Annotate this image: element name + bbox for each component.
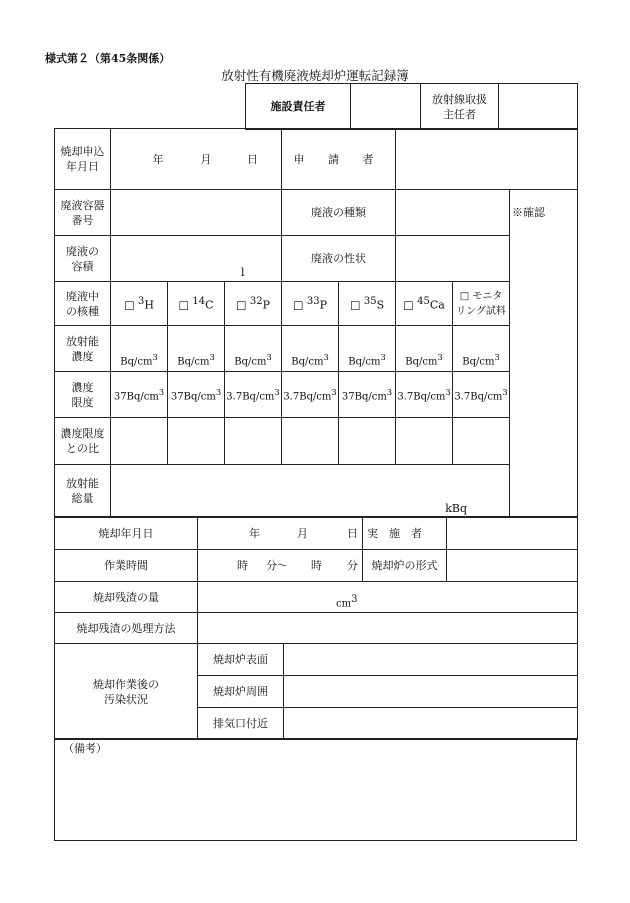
- application-date-field[interactable]: 年 月 日: [111, 129, 282, 190]
- work-time-label: 作業時間: [55, 550, 198, 582]
- furnace-surface-field[interactable]: [284, 644, 578, 676]
- activity-concentration-field[interactable]: $Bq/cm^3$: [396, 326, 453, 372]
- facility-manager-label: 施設責任者: [246, 84, 351, 130]
- residue-method-field[interactable]: [198, 613, 578, 644]
- incineration-date-label: 焼却年月日: [55, 518, 198, 550]
- header-approval-table: [245, 83, 578, 130]
- waste-type-label: 廃液の種類: [282, 190, 396, 236]
- confirm-label: ※確認: [510, 190, 578, 517]
- furnace-surface-label: 焼却炉表面: [198, 644, 284, 676]
- concentration-limit-value: $3.7Bq/cm^3$: [225, 372, 282, 418]
- limit-ratio-field[interactable]: [396, 418, 453, 465]
- limit-ratio-field[interactable]: [282, 418, 339, 465]
- rad-supervisor-cell[interactable]: [499, 84, 578, 130]
- concentration-limit-value: $3.7Bq/cm^3$: [453, 372, 510, 418]
- activity-concentration-field[interactable]: $Bq/cm^3$: [453, 326, 510, 372]
- container-number-label: 廃液容器 番号: [55, 190, 111, 236]
- form-label: 様式第２（第45条関係）: [45, 52, 171, 65]
- limit-ratio-label: 濃度限度 との比: [55, 418, 111, 465]
- applicant-label: 申 請 者: [282, 129, 396, 190]
- application-date-label: 焼却申込 年月日: [55, 129, 111, 190]
- application-table: [54, 128, 578, 517]
- nuclide-label: 廃液中 の核種: [55, 282, 111, 326]
- container-number-field[interactable]: [111, 190, 282, 236]
- activity-concentration-field[interactable]: $Bq/cm^3$: [339, 326, 396, 372]
- work-time-field[interactable]: 時 分～ 時 分: [198, 550, 363, 582]
- nuclide-checkbox[interactable]: □ $^{14}$C: [168, 282, 225, 326]
- nuclide-checkbox[interactable]: □ $^{45}$Ca: [396, 282, 453, 326]
- concentration-limit-value: $37Bq/cm^3$: [168, 372, 225, 418]
- furnace-surround-label: 焼却炉周囲: [198, 676, 284, 708]
- volume-label: 廃液の 容積: [55, 236, 111, 282]
- concentration-limit-value: $3.7Bq/cm^3$: [282, 372, 339, 418]
- activity-concentration-field[interactable]: $Bq/cm^3$: [168, 326, 225, 372]
- activity-concentration-field[interactable]: $Bq/cm^3$: [282, 326, 339, 372]
- remarks-field[interactable]: [55, 739, 577, 841]
- exhaust-vicinity-label: 排気口付近: [198, 708, 284, 740]
- limit-ratio-field[interactable]: [168, 418, 225, 465]
- nuclide-checkbox[interactable]: □ $^{35}$S: [339, 282, 396, 326]
- remarks-label: （備考）: [63, 742, 107, 755]
- nuclide-checkbox[interactable]: □ $^{33}$P: [282, 282, 339, 326]
- waste-type-field[interactable]: [396, 190, 510, 236]
- volume-field[interactable]: l: [111, 236, 282, 282]
- residue-amount-label: 焼却残渣の量: [55, 582, 198, 613]
- applicant-field[interactable]: [396, 129, 578, 190]
- concentration-limit-label: 濃度 限度: [55, 372, 111, 418]
- concentration-limit-value: $3.7Bq/cm^3$: [396, 372, 453, 418]
- waste-property-label: 廃液の性状: [282, 236, 396, 282]
- nuclide-checkbox[interactable]: □ $^{32}$P: [225, 282, 282, 326]
- limit-ratio-field[interactable]: [111, 418, 168, 465]
- activity-concentration-field[interactable]: $Bq/cm^3$: [111, 326, 168, 372]
- activity-concentration-label: 放射能 濃度: [55, 326, 111, 372]
- operator-field[interactable]: [447, 518, 578, 550]
- contamination-label: 焼却作業後の 汚染状況: [55, 644, 198, 740]
- incineration-date-field[interactable]: 年 月 日: [198, 518, 363, 550]
- residue-amount-field[interactable]: $cm^3$: [198, 582, 578, 613]
- concentration-limit-value: $37Bq/cm^3$: [339, 372, 396, 418]
- nuclide-checkbox[interactable]: □ $^3$H: [111, 282, 168, 326]
- furnace-surround-field[interactable]: [284, 676, 578, 708]
- waste-property-field[interactable]: [396, 236, 510, 282]
- total-activity-label: 放射能 総量: [55, 465, 111, 517]
- furnace-type-label: 焼却炉の形式: [363, 550, 447, 582]
- limit-ratio-field[interactable]: [453, 418, 510, 465]
- activity-concentration-field[interactable]: $Bq/cm^3$: [225, 326, 282, 372]
- furnace-type-field[interactable]: [447, 550, 578, 582]
- incineration-table: [54, 517, 578, 740]
- page-title: 放射性有機廃液焼却炉運転記録簿: [221, 68, 409, 83]
- limit-ratio-field[interactable]: [225, 418, 282, 465]
- total-activity-field[interactable]: kBq: [111, 465, 510, 517]
- exhaust-vicinity-field[interactable]: [284, 708, 578, 740]
- concentration-limit-value: $37Bq/cm^3$: [111, 372, 168, 418]
- monitoring-sample-checkbox[interactable]: □ モニタ リング試料: [453, 282, 510, 326]
- residue-method-label: 焼却残渣の処理方法: [55, 613, 198, 644]
- facility-manager-cell[interactable]: [351, 84, 421, 130]
- limit-ratio-field[interactable]: [339, 418, 396, 465]
- rad-supervisor-label: 放射線取扱 主任者: [421, 84, 499, 130]
- operator-label: 実 施 者: [363, 518, 447, 550]
- remarks-table: [54, 738, 577, 841]
